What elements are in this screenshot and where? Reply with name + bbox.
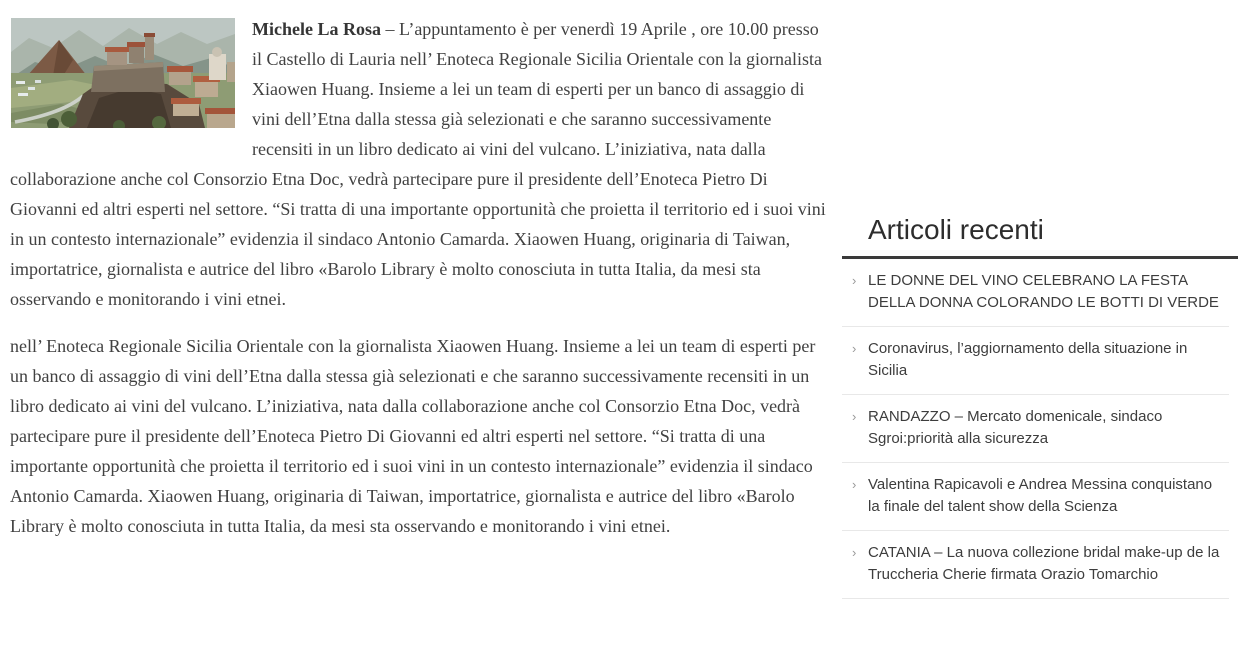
article-image: [11, 18, 235, 128]
hilltop-village-illustration: [11, 18, 235, 128]
chevron-right-icon: ›: [852, 545, 857, 560]
recent-article-item: [842, 531, 1229, 599]
chevron-right-icon: ›: [852, 341, 857, 356]
chevron-right-icon: ›: [852, 409, 857, 424]
recent-article-item: [842, 463, 1229, 531]
recent-article-item: [842, 395, 1229, 463]
article-paragraph-1: [10, 14, 830, 314]
sidebar-title: Articoli recenti: [842, 214, 1238, 259]
recent-article-link[interactable]: Coronavirus, l’aggiornamento della situazione in Sicilia: [868, 340, 1188, 379]
chevron-right-icon: ›: [852, 477, 857, 492]
recent-articles-sidebar: [842, 214, 1238, 599]
recent-article-link[interactable]: RANDAZZO – Mercato domenicale, sindaco Sgroi:priorità alla sicurezza: [868, 408, 1163, 447]
recent-article-link[interactable]: CATANIA – La nuova collezione bridal make-up de la Truccheria Cherie firmata Orazio Tomarchio: [868, 544, 1220, 583]
recent-article-link[interactable]: LE DONNE DEL VINO CELEBRANO LA FESTA DELLA DONNA COLORANDO LE BOTTI DI VERDE: [868, 272, 1219, 311]
chevron-right-icon: ›: [852, 273, 857, 288]
article-paragraph-1-text: – L’appuntamento è per venerdì 19 Aprile , ore 10.00 presso il Castello di Lauria nell’ Enoteca Regionale Sicilia Orientale con la giornalista Xiaowen Huang. Insieme a lei un team di esperti per un banco di assaggio di vini dell’Etna dalla stessa già selezionati e che saranno successivamente recensiti in un libro dedicato ai vini del vulcano. L’iniziativa, nata dalla collaborazione anche col Consorzio Etna Doc, vedrà partecipare pure il presidente dell’Enoteca Pietro Di Giovanni ed altri esperti nel settore. “Si tratta di una importante opportunità che proietta il territorio ed i suoi vini in un contesto internazionale” evidenzia il sindaco Antonio Camarda. Xiaowen Huang, originaria di Taiwan, importatrice, giornalista e autrice del libro «Barolo Library è molto conosciuta in tutta Italia, da mesi sta osservando e monitorando i vini etnei.: [10, 19, 826, 309]
article-content: [10, 14, 830, 558]
article-author: Michele La Rosa: [252, 19, 381, 39]
recent-articles-list: [842, 259, 1229, 599]
recent-article-item: [842, 259, 1229, 327]
article-paragraph-2: nell’ Enoteca Regionale Sicilia Orientale con la giornalista Xiaowen Huang. Insieme a lei un team di esperti per un banco di assaggio di vini dell’Etna dalla stessa già selezionati e che saranno successivamente recensiti in un libro dedicato ai vini del vulcano. L’iniziativa, nata dalla collaborazione anche col Consorzio Etna Doc, vedrà partecipare pure il presidente dell’Enoteca Pietro Di Giovanni ed altri esperti nel settore. “Si tratta di una importante opportunità che proietta il territorio ed i suoi vini in un contesto internazionale” evidenzia il sindaco Antonio Camarda. Xiaowen Huang, originaria di Taiwan, importatrice, giornalista e autrice del libro «Barolo Library è molto conosciuta in tutta Italia, da mesi sta osservando e monitorando i vini etnei.: [10, 336, 816, 536]
recent-article-item: [842, 327, 1229, 395]
recent-article-link[interactable]: Valentina Rapicavoli e Andrea Messina conquistano la finale del talent show della Scienza: [868, 476, 1213, 515]
